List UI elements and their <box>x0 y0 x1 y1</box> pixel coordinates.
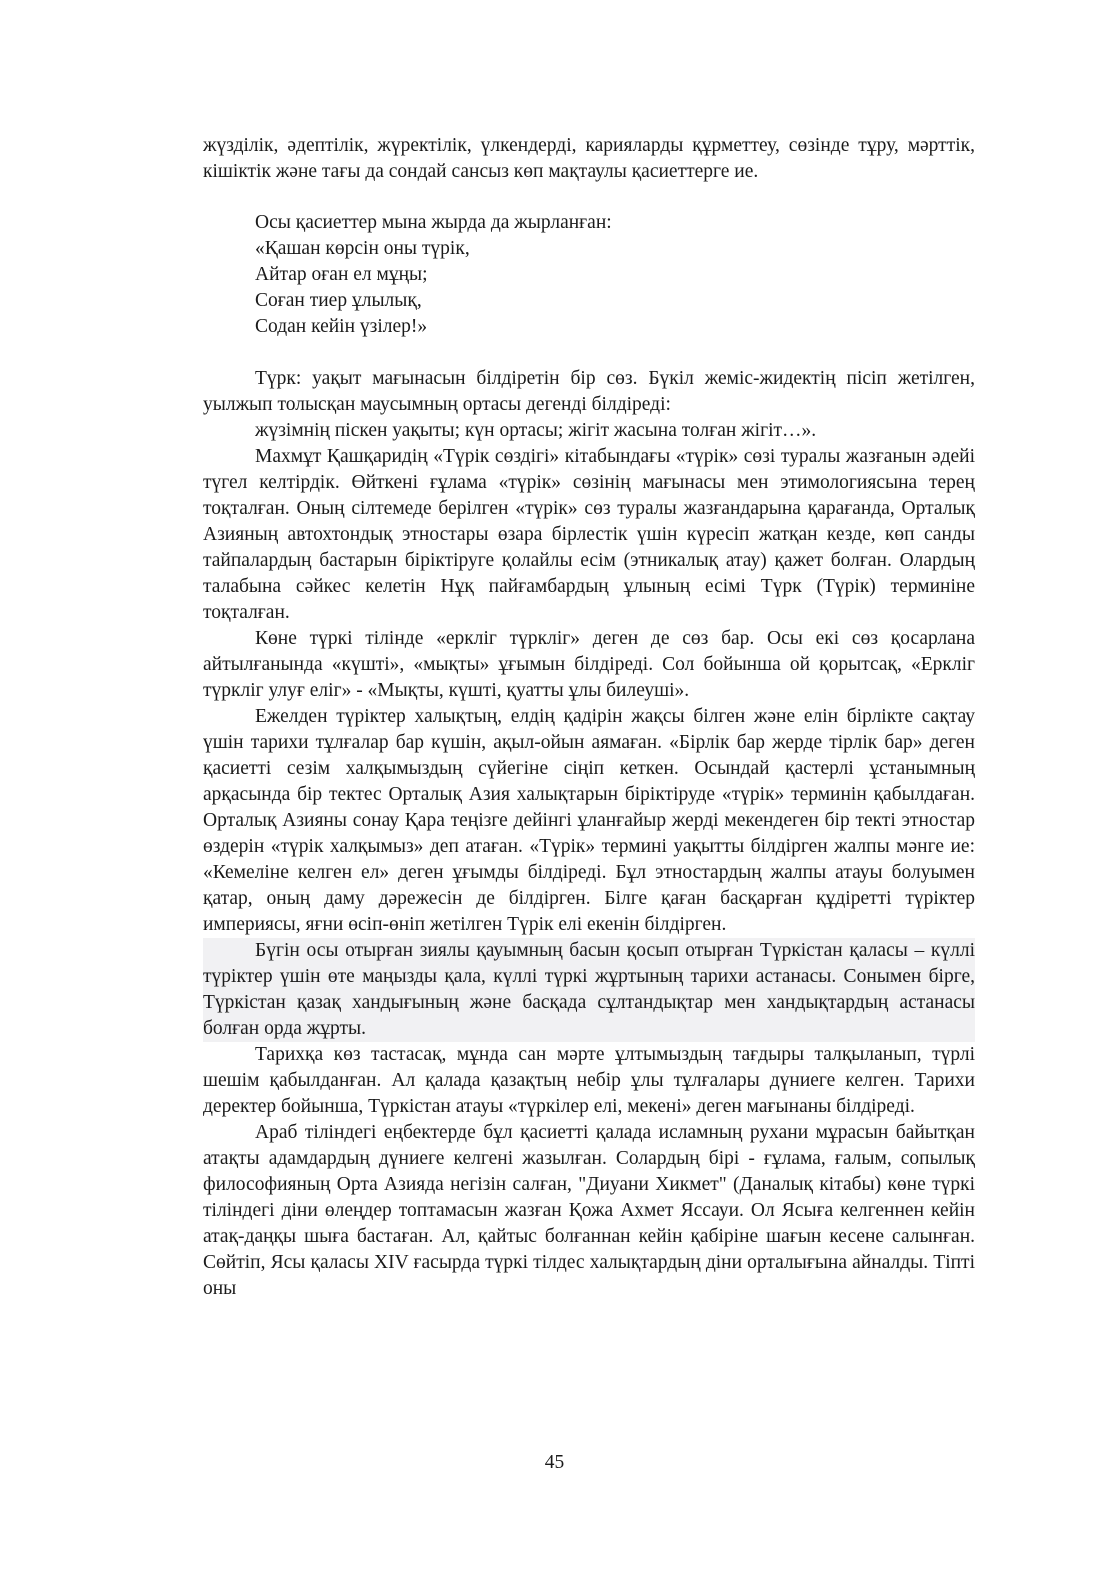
paragraph-turk-definition: Түрк: уақыт мағынасын білдіретін бір сөз. Бүкіл жеміс-жидектің пісіп жетілген, уылжып толысқан маусымның ортасы дегенді білдіреді: <box>203 368 975 415</box>
paragraph-kashgari: Махмұт Қашқаридің «Түрік сөздігі» кітабындағы «түрік» сөзі туралы жазғанын әдейі түгел келтірдік. Өйткені ғұлама «түрік» сөзінің мағынасы мен этимологиясына терең тоқталған. Оның сілтемеде берілген «түрік» сөз туралы жазғандарына қарағанда, Орталық Азияның автохтондық этностары өзара бірлестік үшін күресіп жатқан кезде, көп санды тайпалардың бастарын біріктіруге қолайлы есім (этникалық атау) қажет болған. Олардың талабына сәйкес келетін Нұқ пайғамбардың ұлының есімі Түрк (Түрік) терминіне тоқталған. <box>203 446 975 623</box>
page-number: 45 <box>544 1452 565 1473</box>
poem-line: «Қашан көрсін оны түрік, <box>255 238 470 259</box>
body-text <box>203 366 975 1302</box>
poem-line: Айтар оған ел мұңы; <box>255 264 428 285</box>
poem-line: Содан кейін үзілер!» <box>255 316 428 337</box>
paragraph-erklig-turklig: Көне түркі тілінде «еркліг түркліг» деген де сөз бар. Осы екі сөз қосарлана айтылғанында «күшті», «мықты» ұғымын білдіреді. Сол бойынша ой қорытсақ, «Еркліг түркліг улуғ еліг» - «Мықты, күшті, қуатты ұлы билеуші». <box>203 628 975 701</box>
paragraph-history: Тарихқа көз тастасақ, мұнда сан мәрте ұлтымыздың тағдыры талқыланып, түрлі шешім қабылданған. Ал қалада қазақтың небір ұлы тұлғалары дүниеге келген. Тарихи деректер бойынша, Түркістан атауы «түркілер елі, мекені» деген мағынаны білдіреді. <box>203 1044 975 1117</box>
definition-continuation: жүзімнің піскен уақыты; күн ортасы; жігіт жасына толған жігіт…». <box>255 420 817 441</box>
poem-block <box>203 210 975 340</box>
poem-line: Соған тиер ұлылық, <box>255 290 422 311</box>
poem-intro-line: Осы қасиеттер мына жырда да жырланған: <box>255 212 612 233</box>
document-page <box>203 133 975 1302</box>
intro-paragraph: жүзділік, әдептілік, жүректілік, үлкендерді, карияларды құрметтеу, сөзінде тұру, мәрттік, кішіктік және тағы да сондай сансыз көп мақтаулы қасиеттерге ие. <box>203 135 975 182</box>
paragraph-turkistan-city: Бүгін осы отырған зиялы қауымның басын қосып отырған Түркістан қаласы – күллі түріктер үшін өте маңызды қала, күллі түркі жұртының тарихи астанасы. Сонымен бірге, Түркістан қазақ хандығының және басқада сұлтандықтар мен хандықтардың астанасы болған орда жұрты. <box>203 938 975 1042</box>
paragraph-yassawi: Араб тіліндегі еңбектерде бұл қасиетті қалада исламның рухани мұрасын байытқан атақты адамдардың дүниеге келгені жазылған. Солардың бірі - ғұлама, ғалым, сопылық философияның Орта Азияда негізін салған, "Диуани Хикмет" (Даналық кітабы) көне түркі тіліндегі діни өлеңдер топтамасын жазған Қожа Ахмет Яссауи. Ол Ясыға келгеннен кейін атақ-даңқы шыға бастаған. Ал, қайтыс болғаннан кейін қабіріне шағын кесене салынған. Сөйтіп, Ясы қаласы XIV ғасырда түркі тілдес халықтардың діни орталығына айналды. Тіпті оны <box>203 1122 975 1299</box>
paragraph-unity: Ежелден түріктер халықтың, елдің қадірін жақсы білген және елін бірлікте сақтау үшін тарихи тұлғалар бар күшін, ақыл-ойын аямаған. «Бірлік бар жерде тірлік бар» деген қасиетті сезім халқымыздың сүйегіне сіңіп кеткен. Осындай қастерлі ұстанымның арқасында бір тектес Орталық Азия халықтарын біріктіруде «түрік» терминін қабылдаған. Орталық Азияны сонау Қара теңізге дейінгі ұланғайыр жерді мекендеген бір текті этностар өздерін «түрік халқымыз» деп атаған. «Түрік» термині уақытты білдірген жалпы мәнге ие: «Кемеліне келген ел» деген ұғымды білдіреді. Бұл этностардың жалпы атауы болуымен қатар, оның даму дәрежесін де білдірген. Білге қаған басқарған құдіретті түріктер империясы, яғни өсіп-өніп жетілген Түрік елі екенін білдірген. <box>203 706 975 935</box>
